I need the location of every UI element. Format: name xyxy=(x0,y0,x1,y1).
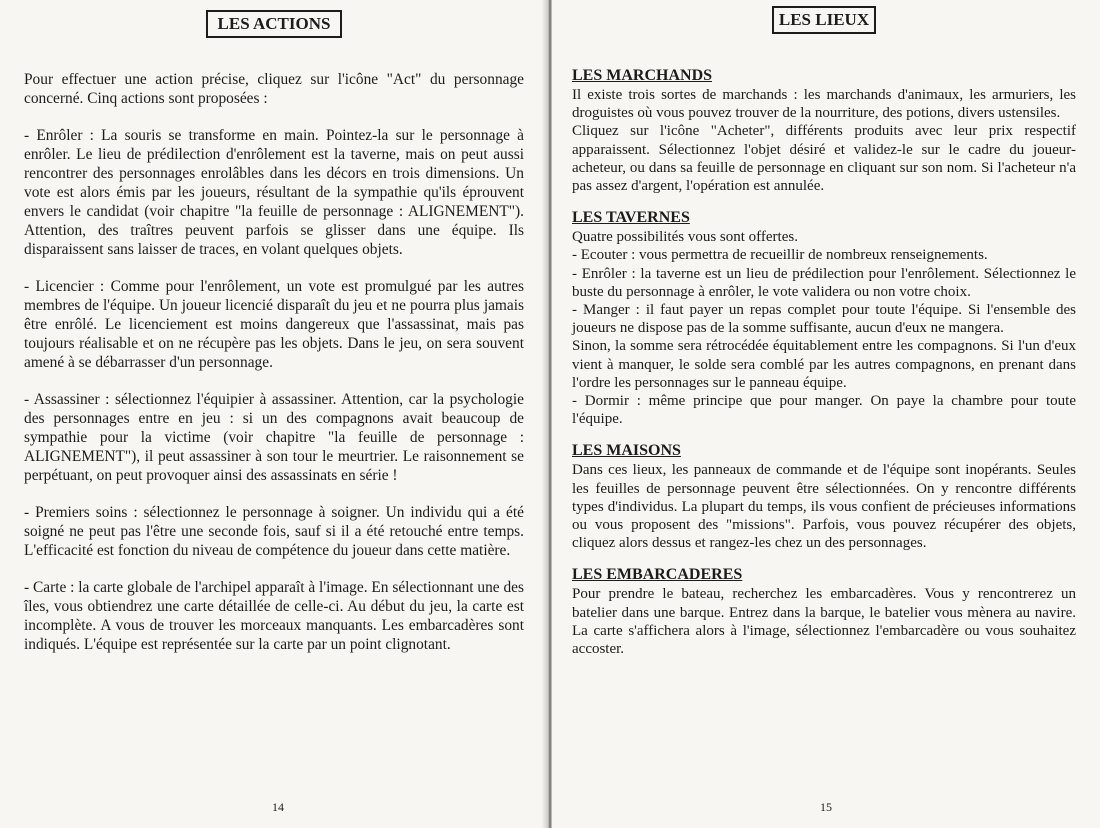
right-page-number: 15 xyxy=(820,800,832,814)
section-marchands xyxy=(572,66,1076,195)
section-embarcaderes xyxy=(572,565,1076,658)
action-assassiner-paragraph: - Assassiner : sélectionnez l'équipier à assassiner. Attention, car la psychologie des personnages entre en jeu : si un des compagnons avait beaucoup de sympathie pour la victime (voir chapitre "la feuille de personnage : ALIGNEMENT"), il peut assassiner à son tour le meurtrier. Le raisonnement se perpétuant, on peut provoquer ainsi des assassinats en série ! xyxy=(24,391,524,484)
section-heading: LES MARCHANDS xyxy=(572,67,713,84)
right-page-title: LES LIEUX xyxy=(772,6,876,34)
action-premiers-soins-paragraph: - Premiers soins : sélectionnez le personnage à soigner. Un individu qui a été soigné ne peut pas l'être une seconde fois, sauf si il a été retouché entre temps. L'efficacité est fonction du niveau de compétence du joueur dans cette matière. xyxy=(24,504,524,559)
left-page xyxy=(0,0,548,828)
action-licencier-paragraph: - Licencier : Comme pour l'enrôlement, un vote est promulgué par les autres membres de l'équipe. Un joueur licencié disparaît du jeu et ne pourra plus jamais être enrôlé. Le licenciement est moins dangereux que l'assassinat, mais pas toujours réalisable et on ne récupère pas les objets. Dans le jeu, on sera souvent amené à se débarrasser d'un personnage. xyxy=(24,278,524,371)
section-heading: LES EMBARCADERES xyxy=(572,566,743,584)
section-paragraph: Quatre possibilités vous sont offertes. xyxy=(572,229,798,246)
section-paragraph: Pour prendre le bateau, recherchez les embarcadères. Vous y rencontrerez un batelier dans une barque. Entrez dans la barque, le batelier vous mènera au navire. La carte s'affichera alors à l'image, sélectionnez l'embarcadère ou vous souhaitez accoster. xyxy=(572,586,1076,658)
left-page-number: 14 xyxy=(272,800,284,814)
section-paragraph: Cliquez sur l'icône "Acheter", différents produits avec leur prix respectif apparaissent. Sélectionnez l'objet désiré et validez-le sur le cadre du joueur-acheteur, ou dans sa feuille de personnage en cliquant sur son nom. Si l'acheteur n'a pas assez d'argent, l'opération est annulée. xyxy=(572,123,1076,195)
section-maisons xyxy=(572,441,1076,552)
right-page-body xyxy=(572,66,1076,671)
action-carte-paragraph: - Carte : la carte globale de l'archipel apparaît à l'image. En sélectionnant une des îles, vous obtiendrez une carte détaillée de celle-ci. Au début du jeu, la carte est incomplète. A vous de trouver les morceaux manquants. Les embarcadères sont indiqués. L'équipe est représentée sur la carte par un point clignotant. xyxy=(24,579,524,653)
section-heading: LES TAVERNES xyxy=(572,209,690,227)
section-paragraph: Dans ces lieux, les panneaux de commande et de l'équipe sont inopérants. Seules les feuilles de personnage peuvent être sélectionnées. On y rencontre différents types d'individus. La plupart du temps, ils vous confient de précieuses informations ou vous proposent des "missions". Parfois, vous pouvez récupérer des objets, cliquez alors dessus et rangez-les chez un des personnages. xyxy=(572,462,1076,552)
right-page xyxy=(552,0,1100,828)
section-paragraph: - Dormir : même principe que pour manger. On paye la chambre pour toute l'équipe. xyxy=(572,393,1076,428)
left-page-title: LES ACTIONS xyxy=(206,10,342,38)
action-enroler-paragraph: - Enrôler : La souris se transforme en main. Pointez-la sur le personnage à enrôler. Le lieu de prédilection d'enrôlement est la taverne, mais on peut aussi rencontrer des personnages enrolâbles dans les décors en trois dimensions. Un vote est alors émis par les joueurs, résultant de la sympathie qu'ils éprouvent envers le candidat (voir chapitre "la feuille de personnage : ALIGNEMENT"). Attention, des traîtres peuvent parfois se glisser dans une équipe. Ils disparaissent sans laisser de traces, en volant quelques objets. xyxy=(24,127,524,258)
section-paragraph: - Manger : il faut payer un repas complet pour toute l'équipe. Si l'ensemble des joueurs ne dispose pas de la somme suffisante, aucun d'eux ne mangera. xyxy=(572,302,1076,337)
section-heading: LES MAISONS xyxy=(572,442,681,460)
section-paragraph: Sinon, la somme sera rétrocédée équitablement entre les compagnons. Si l'un d'eux vient à manquer, le solde sera comblé par les autres compagnons, en prenant dans l'ordre les personnages sur le panneau équipe. xyxy=(572,338,1076,391)
left-page-body xyxy=(24,70,524,672)
intro-paragraph: Pour effectuer une action précise, cliquez sur l'icône "Act" du personnage concerné. Cinq actions sont proposées : xyxy=(24,71,524,107)
section-paragraph: - Enrôler : la taverne est un lieu de prédilection pour l'enrôlement. Sélectionnez le buste du personnage à enrôler, le vote validera ou non votre choix. xyxy=(572,265,1076,300)
section-paragraph: - Ecouter : vous permettra de recueillir de nombreux renseignements. xyxy=(572,247,988,264)
section-paragraph: Il existe trois sortes de marchands : les marchands d'animaux, les armuriers, les droguistes où vous pouvez trouver de la nourriture, des potions, divers ustensiles. xyxy=(572,87,1076,122)
section-tavernes xyxy=(572,208,1076,428)
